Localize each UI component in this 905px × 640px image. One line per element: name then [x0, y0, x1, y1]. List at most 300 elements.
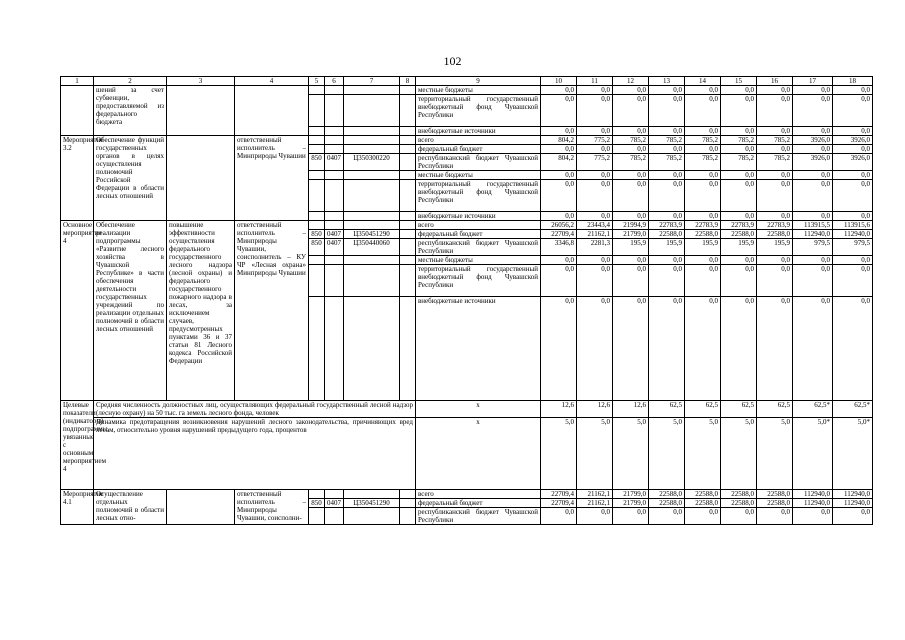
funding-source-cell: местные бюджеты — [416, 171, 541, 180]
value-cell: 785,2 — [757, 154, 793, 171]
value-cell: 195,9 — [613, 239, 649, 256]
value-cell: 0,0 — [685, 180, 721, 212]
value-cell: 979,5 — [793, 239, 833, 256]
column-number: 12 — [613, 77, 649, 86]
value-cell: 21162,1 — [577, 490, 613, 499]
value-cell: 0,0 — [577, 171, 613, 180]
funding-source-cell: всего — [416, 136, 541, 145]
target-article-cell — [344, 95, 400, 127]
value-cell: 0,0 — [685, 171, 721, 180]
value-cell: 0,0 — [613, 265, 649, 297]
value-cell: 0,0 — [757, 171, 793, 180]
target-article-cell — [344, 171, 400, 180]
expense-type-cell — [400, 180, 416, 212]
section-code-cell — [325, 265, 344, 297]
table-row — [61, 490, 873, 499]
column-number: 6 — [325, 77, 344, 86]
section-code-cell: 0407 — [325, 499, 344, 508]
indicator-value-cell: 5,0 — [757, 418, 793, 490]
value-cell: 0,0 — [613, 86, 649, 95]
value-cell: 0,0 — [577, 508, 613, 525]
funding-source-cell: внебюджетные источники — [416, 127, 541, 136]
target-article-cell: Ц350300220 — [344, 154, 400, 171]
funding-source-cell: всего — [416, 490, 541, 499]
value-cell: 0,0 — [757, 212, 793, 221]
value-cell: 0,0 — [721, 145, 757, 154]
value-cell: 195,9 — [649, 239, 685, 256]
budget-table — [60, 76, 873, 525]
value-cell: 0,0 — [757, 256, 793, 265]
section-code-cell — [325, 136, 344, 145]
target-indicator-row — [61, 401, 873, 418]
value-cell: 0,0 — [793, 297, 833, 401]
value-cell: 3926,0 — [793, 136, 833, 145]
expected-result-cell — [167, 86, 235, 136]
column-number: 10 — [541, 77, 577, 86]
grbs-code-cell — [309, 145, 325, 154]
indicator-value-cell: 12,6 — [577, 401, 613, 418]
funding-source-cell: республиканский бюджет Чувашской Республики — [416, 239, 541, 256]
section-code-cell — [325, 95, 344, 127]
indicator-value-cell: 62,5* — [793, 401, 833, 418]
value-cell: 26056,2 — [541, 221, 577, 230]
section-code-cell — [325, 490, 344, 499]
indicator-text-cell: Средняя численность должностных лиц, осуществляющих федеральный государственный лесной надзор (лесную охрану) на 50 тыс. га земель лесного фонда, человек — [94, 401, 416, 418]
value-cell: 0,0 — [833, 145, 873, 154]
funding-source-cell: территориальный государственный внебюджетный фонд Чувашской Республики — [416, 265, 541, 297]
value-cell: 0,0 — [649, 256, 685, 265]
funding-source-cell: всего — [416, 221, 541, 230]
item-name-cell: Обеспечение функций государственных органов в целях осуществления полномочий Российской Федерации в области лесных отношений — [94, 136, 167, 221]
value-cell: 2281,3 — [577, 239, 613, 256]
value-cell: 0,0 — [649, 297, 685, 401]
section-code-cell — [325, 145, 344, 154]
value-cell: 0,0 — [721, 265, 757, 297]
target-article-cell — [344, 180, 400, 212]
value-cell: 0,0 — [721, 127, 757, 136]
value-cell: 0,0 — [793, 212, 833, 221]
value-cell: 112940,0 — [793, 490, 833, 499]
grbs-code-cell: 850 — [309, 239, 325, 256]
indicator-value-cell: 5,0* — [833, 418, 873, 490]
value-cell: 785,2 — [685, 136, 721, 145]
value-cell: 0,0 — [649, 508, 685, 525]
value-cell: 22783,9 — [685, 221, 721, 230]
item-name-cell: шений за счет субвенции, предоставляемой из федерального бюджета — [94, 86, 167, 136]
value-cell: 3926,0 — [833, 136, 873, 145]
value-cell: 0,0 — [649, 127, 685, 136]
value-cell: 0,0 — [577, 145, 613, 154]
value-cell: 195,9 — [685, 239, 721, 256]
value-cell: 979,5 — [833, 239, 873, 256]
expense-type-cell — [400, 230, 416, 239]
value-cell: 0,0 — [721, 212, 757, 221]
expense-type-cell — [400, 239, 416, 256]
value-cell: 785,2 — [649, 136, 685, 145]
indicator-value-cell: 5,0 — [685, 418, 721, 490]
table-row — [61, 86, 873, 95]
indicator-value-cell: 62,5 — [685, 401, 721, 418]
column-number: 8 — [400, 77, 416, 86]
value-cell: 0,0 — [613, 171, 649, 180]
value-cell: 0,0 — [541, 297, 577, 401]
value-cell: 0,0 — [541, 265, 577, 297]
expense-type-cell — [400, 297, 416, 401]
value-cell: 804,2 — [541, 136, 577, 145]
indicator-value-cell: 62,5 — [649, 401, 685, 418]
value-cell: 22709,4 — [541, 490, 577, 499]
value-cell: 0,0 — [757, 297, 793, 401]
section-code-cell — [325, 127, 344, 136]
funding-source-cell: республиканский бюджет Чувашской Республики — [416, 508, 541, 525]
funding-source-cell: федеральный бюджет — [416, 145, 541, 154]
grbs-code-cell — [309, 127, 325, 136]
expense-type-cell — [400, 145, 416, 154]
value-cell: 21799,0 — [613, 490, 649, 499]
indicator-value-cell: 5,0 — [649, 418, 685, 490]
column-number: 15 — [721, 77, 757, 86]
column-number: 13 — [649, 77, 685, 86]
value-cell: 0,0 — [577, 180, 613, 212]
column-number: 7 — [344, 77, 400, 86]
value-cell: 0,0 — [757, 180, 793, 212]
value-cell: 195,9 — [721, 239, 757, 256]
value-cell: 0,0 — [649, 145, 685, 154]
section-code-cell — [325, 256, 344, 265]
funding-source-cell: местные бюджеты — [416, 86, 541, 95]
column-number: 18 — [833, 77, 873, 86]
value-cell: 0,0 — [793, 86, 833, 95]
value-cell: 22588,0 — [649, 499, 685, 508]
value-cell: 0,0 — [613, 180, 649, 212]
target-article-cell — [344, 86, 400, 95]
value-cell: 0,0 — [685, 212, 721, 221]
column-number: 5 — [309, 77, 325, 86]
value-cell: 21994,9 — [613, 221, 649, 230]
funding-source-cell: территориальный государственный внебюджетный фонд Чувашской Республики — [416, 180, 541, 212]
value-cell: 0,0 — [577, 297, 613, 401]
target-article-cell — [344, 127, 400, 136]
value-cell: 112940,0 — [833, 230, 873, 239]
value-cell: 22588,0 — [757, 499, 793, 508]
expense-type-cell — [400, 136, 416, 145]
value-cell: 0,0 — [757, 508, 793, 525]
expected-result-cell — [167, 490, 235, 525]
value-cell: 804,2 — [541, 154, 577, 171]
value-cell: 22588,0 — [721, 230, 757, 239]
value-cell: 785,2 — [685, 154, 721, 171]
value-cell: 0,0 — [833, 297, 873, 401]
page-number: 102 — [443, 54, 462, 68]
grbs-code-cell — [309, 212, 325, 221]
grbs-code-cell — [309, 86, 325, 95]
value-cell: 21799,0 — [613, 230, 649, 239]
target-label-cell: Целевые показатели (индикаторы) подпрограммы, увязанные с основным мероприятием 4 — [61, 401, 94, 490]
value-cell: 0,0 — [721, 86, 757, 95]
column-number: 2 — [94, 77, 167, 86]
indicator-value-cell: 12,6 — [613, 401, 649, 418]
value-cell: 22588,0 — [757, 230, 793, 239]
indicator-value-cell: 62,5 — [757, 401, 793, 418]
grbs-code-cell — [309, 221, 325, 230]
value-cell: 0,0 — [721, 508, 757, 525]
grbs-code-cell: 850 — [309, 230, 325, 239]
value-cell: 113915,6 — [833, 221, 873, 230]
indicator-value-cell: 12,6 — [541, 401, 577, 418]
target-article-cell: Ц350440060 — [344, 239, 400, 256]
column-number: 4 — [235, 77, 309, 86]
value-cell: 22588,0 — [721, 499, 757, 508]
value-cell: 0,0 — [541, 95, 577, 127]
section-code-cell — [325, 212, 344, 221]
section-code-cell: 0407 — [325, 239, 344, 256]
section-code-cell — [325, 297, 344, 401]
value-cell: 0,0 — [541, 86, 577, 95]
value-cell: 0,0 — [757, 95, 793, 127]
value-cell: 0,0 — [793, 145, 833, 154]
grbs-code-cell — [309, 95, 325, 127]
value-cell: 0,0 — [649, 265, 685, 297]
expected-result-cell — [167, 136, 235, 221]
funding-source-cell: внебюджетные источники — [416, 212, 541, 221]
value-cell: 112940,0 — [793, 230, 833, 239]
section-code-cell — [325, 180, 344, 212]
column-number: 11 — [577, 77, 613, 86]
value-cell: 113915,5 — [793, 221, 833, 230]
column-number: 1 — [61, 77, 94, 86]
value-cell: 0,0 — [613, 508, 649, 525]
indicator-text-cell: Динамика предотвращения возникновения нарушений лесного законодательства, причиняющих вред лесам, относительно уровня нарушений предыдущего года, процентов — [94, 418, 416, 490]
expense-type-cell — [400, 212, 416, 221]
column-number: 16 — [757, 77, 793, 86]
column-number: 3 — [167, 77, 235, 86]
value-cell: 0,0 — [757, 127, 793, 136]
value-cell: 0,0 — [577, 212, 613, 221]
executor-cell: ответственный исполнитель – Минприроды Чувашии, соисполни- — [235, 490, 309, 525]
column-number: 17 — [793, 77, 833, 86]
value-cell: 0,0 — [833, 256, 873, 265]
section-code-cell — [325, 508, 344, 525]
section-code-cell — [325, 221, 344, 230]
value-cell: 785,2 — [757, 136, 793, 145]
target-article-cell — [344, 265, 400, 297]
value-cell: 0,0 — [833, 212, 873, 221]
value-cell: 22588,0 — [685, 230, 721, 239]
executor-cell — [235, 86, 309, 136]
expense-type-cell — [400, 265, 416, 297]
item-name-cell: Обеспечение реализации подпрограммы «Развитие лесного хозяйства в Чувашской Республике» в части обеспечения деятельности государственных учреждений по реализации отдельных полномочий в области лесных отношений — [94, 221, 167, 401]
value-cell: 112940,0 — [833, 499, 873, 508]
value-cell: 0,0 — [541, 171, 577, 180]
funding-source-cell: федеральный бюджет — [416, 499, 541, 508]
value-cell: 0,0 — [833, 180, 873, 212]
indicator-value-cell: 5,0 — [613, 418, 649, 490]
item-name-cell: Осуществление отдельных полномочий в области лесных отно- — [94, 490, 167, 525]
value-cell: 21162,1 — [577, 499, 613, 508]
indicator-value-cell: 5,0* — [793, 418, 833, 490]
value-cell: 21162,1 — [577, 230, 613, 239]
value-cell: 785,2 — [613, 136, 649, 145]
value-cell: 22588,0 — [685, 490, 721, 499]
value-cell: 22783,9 — [757, 221, 793, 230]
value-cell: 0,0 — [541, 508, 577, 525]
value-cell: 0,0 — [685, 265, 721, 297]
value-cell: 0,0 — [833, 508, 873, 525]
column-number: 9 — [416, 77, 541, 86]
value-cell: 0,0 — [541, 145, 577, 154]
value-cell: 0,0 — [833, 171, 873, 180]
target-article-cell — [344, 136, 400, 145]
section-code-cell — [325, 171, 344, 180]
value-cell: 0,0 — [833, 95, 873, 127]
grbs-code-cell — [309, 256, 325, 265]
expense-type-cell — [400, 499, 416, 508]
value-cell: 0,0 — [577, 256, 613, 265]
item-code-cell: Мероприятие 4.1 — [61, 490, 94, 525]
grbs-code-cell — [309, 265, 325, 297]
value-cell: 0,0 — [833, 265, 873, 297]
value-cell: 0,0 — [613, 95, 649, 127]
expense-type-cell — [400, 171, 416, 180]
value-cell: 22588,0 — [685, 499, 721, 508]
target-article-cell: Ц350451290 — [344, 499, 400, 508]
grbs-code-cell — [309, 508, 325, 525]
value-cell: 0,0 — [649, 212, 685, 221]
value-cell: 3346,8 — [541, 239, 577, 256]
value-cell: 3926,0 — [833, 154, 873, 171]
target-article-cell — [344, 297, 400, 401]
value-cell: 0,0 — [721, 180, 757, 212]
value-cell: 0,0 — [685, 95, 721, 127]
value-cell: 785,2 — [721, 136, 757, 145]
value-cell: 0,0 — [721, 256, 757, 265]
value-cell: 0,0 — [685, 127, 721, 136]
indicator-value-cell: 62,5* — [833, 401, 873, 418]
value-cell: 0,0 — [793, 180, 833, 212]
section-code-cell: 0407 — [325, 230, 344, 239]
value-cell: 195,9 — [757, 239, 793, 256]
value-cell: 22588,0 — [757, 490, 793, 499]
value-cell: 0,0 — [685, 256, 721, 265]
value-cell: 22709,4 — [541, 499, 577, 508]
item-code-cell — [61, 86, 94, 136]
expense-type-cell — [400, 127, 416, 136]
value-cell: 785,2 — [613, 154, 649, 171]
section-code-cell: 0407 — [325, 154, 344, 171]
indicator-value-cell: 5,0 — [577, 418, 613, 490]
value-cell: 0,0 — [793, 508, 833, 525]
item-code-cell: Основное мероприятие 4 — [61, 221, 94, 401]
value-cell: 0,0 — [685, 508, 721, 525]
value-cell: 0,0 — [541, 212, 577, 221]
value-cell: 0,0 — [541, 180, 577, 212]
value-cell: 21799,0 — [613, 499, 649, 508]
grbs-code-cell — [309, 136, 325, 145]
target-article-cell: Ц350451290 — [344, 230, 400, 239]
funding-source-cell: федеральный бюджет — [416, 230, 541, 239]
expense-type-cell — [400, 86, 416, 95]
expense-type-cell — [400, 490, 416, 499]
value-cell: 0,0 — [685, 86, 721, 95]
value-cell: 0,0 — [649, 95, 685, 127]
value-cell: 0,0 — [577, 95, 613, 127]
target-article-cell — [344, 490, 400, 499]
funding-source-cell: местные бюджеты — [416, 256, 541, 265]
grbs-code-cell: 850 — [309, 154, 325, 171]
value-cell: 112940,0 — [793, 499, 833, 508]
expense-type-cell — [400, 508, 416, 525]
indicator-value-cell: 5,0 — [541, 418, 577, 490]
value-cell: 0,0 — [541, 256, 577, 265]
funding-source-cell: территориальный государственный внебюджетный фонд Чувашской Республики — [416, 95, 541, 127]
value-cell: 0,0 — [757, 86, 793, 95]
value-cell: 0,0 — [793, 95, 833, 127]
executor-cell: ответственный исполнитель – Минприроды Чувашии, соисполнитель – КУ ЧР «Лесная охрана» Минприроды Чувашии — [235, 221, 309, 401]
value-cell: 0,0 — [757, 265, 793, 297]
funding-source-cell: внебюджетные источники — [416, 297, 541, 401]
value-cell: 22783,9 — [721, 221, 757, 230]
value-cell: 775,2 — [577, 136, 613, 145]
value-cell: 0,0 — [793, 256, 833, 265]
value-cell: 0,0 — [685, 297, 721, 401]
item-code-cell: Мероприятие 3.2 — [61, 136, 94, 221]
funding-source-cell: республиканский бюджет Чувашской Республики — [416, 154, 541, 171]
target-article-cell — [344, 145, 400, 154]
value-cell: 23443,4 — [577, 221, 613, 230]
value-cell: 0,0 — [541, 127, 577, 136]
value-cell: 0,0 — [613, 212, 649, 221]
value-cell: 0,0 — [649, 86, 685, 95]
value-cell: 0,0 — [577, 127, 613, 136]
grbs-code-cell — [309, 490, 325, 499]
grbs-code-cell — [309, 180, 325, 212]
value-cell: 22588,0 — [649, 490, 685, 499]
executor-cell: ответственный исполнитель – Минприроды Чувашии — [235, 136, 309, 221]
value-cell: 0,0 — [721, 171, 757, 180]
column-number-row — [61, 77, 873, 86]
indicator-mark-cell: х — [416, 418, 541, 490]
value-cell: 22783,9 — [649, 221, 685, 230]
target-indicator-row — [61, 418, 873, 490]
value-cell: 22588,0 — [721, 490, 757, 499]
section-code-cell — [325, 86, 344, 95]
value-cell: 0,0 — [613, 256, 649, 265]
target-article-cell — [344, 508, 400, 525]
value-cell: 0,0 — [577, 265, 613, 297]
indicator-value-cell: 5,0 — [721, 418, 757, 490]
grbs-code-cell: 850 — [309, 499, 325, 508]
value-cell: 0,0 — [685, 145, 721, 154]
value-cell: 0,0 — [613, 127, 649, 136]
grbs-code-cell — [309, 171, 325, 180]
value-cell: 22588,0 — [649, 230, 685, 239]
value-cell: 0,0 — [833, 86, 873, 95]
column-number: 14 — [685, 77, 721, 86]
value-cell: 785,2 — [721, 154, 757, 171]
expense-type-cell — [400, 256, 416, 265]
value-cell: 0,0 — [649, 171, 685, 180]
target-article-cell — [344, 221, 400, 230]
value-cell: 0,0 — [793, 265, 833, 297]
indicator-value-cell: 62,5 — [721, 401, 757, 418]
value-cell: 0,0 — [577, 86, 613, 95]
value-cell: 0,0 — [757, 145, 793, 154]
table-row — [61, 221, 873, 230]
value-cell: 0,0 — [721, 95, 757, 127]
target-article-cell — [344, 212, 400, 221]
expected-result-cell: повышение эффективности осуществления федерального государственного лесного надзора (лесной охраны) и федерального государственного пожарного надзора в лесах, за исключением случаев, предусмотренных пунктами 36 и 37 статьи 81 Лесного кодекса Российской Федерации — [167, 221, 235, 401]
value-cell: 0,0 — [649, 180, 685, 212]
